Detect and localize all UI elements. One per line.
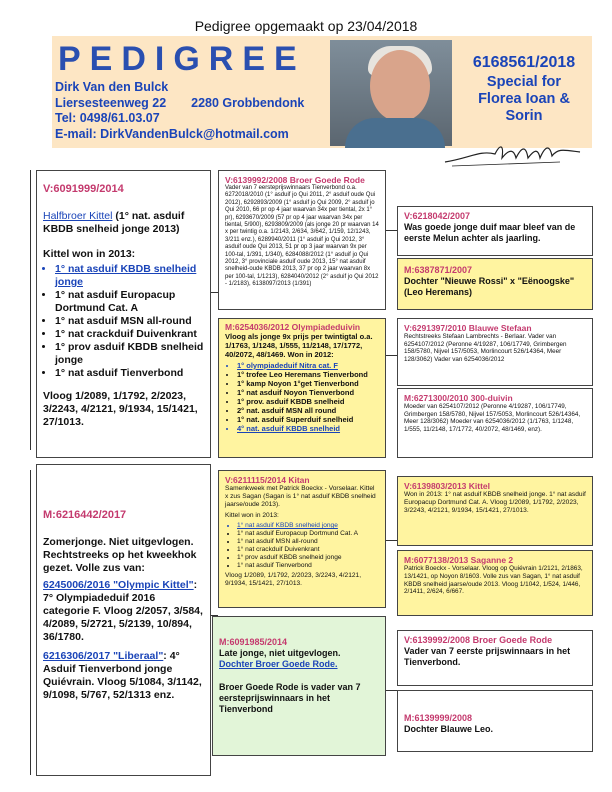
- father-flights: Vloog 1/2089, 1/1792, 2/2023, 3/2243, 4/2121, 9/1934, 15/1421, 27/1013.: [43, 390, 198, 428]
- ffm-ring: M:6387871/2007: [404, 265, 473, 275]
- list-item: • 1° nat asduif MSN all-round: [237, 538, 379, 546]
- mmm-text: Dochter Blauwe Leo.: [404, 724, 494, 734]
- list-item: • 1° olympiadeduif Nitra cat. F: [237, 361, 379, 370]
- mmm-box: [397, 690, 593, 752]
- ring-line-3: Florea Ioan &: [478, 91, 570, 107]
- mother-sibling-1-text: : 7° Olympiadeduif 2016 categorie F. Vloog 2/2057, 3/584, 4/2089, 5/2721, 5/2139, 10/894, 36/1780.: [43, 579, 203, 643]
- father-intro-text: (1° nat. asduif KBDB snelheid jonge 2013): [43, 210, 185, 235]
- connector-line: [385, 355, 397, 356]
- owner-tel: Tel: 0498/61.03.07: [55, 111, 160, 125]
- fm-box: [218, 318, 386, 458]
- ffm-box: [397, 258, 593, 310]
- fm-ring: M:6254036/2012 Olympiadeduivin: [225, 322, 361, 332]
- ff-box: [218, 170, 386, 310]
- fmm-text: Moeder van 6254107/2012 (Peronne 4/19287, 106/17749, Grimbergen 158/5780, Nijvel 157/5053, Morlincourt 526/14364, Meer 128/3062) Moeder van 6254036/2012 (1/1763, 1/1248, 1/555, 11/2148, 17/1772, 40/2072, 48/1469, enz).: [404, 403, 581, 433]
- mf-flights: Vloog 1/2089, 1/1792, 2/2023, 3/2243, 4/2121, 9/1934, 15/1421, 27/1013.: [225, 572, 362, 587]
- fm-results: [225, 361, 379, 433]
- owner-photo-shirt: [345, 118, 445, 148]
- fmm-box: [397, 388, 593, 458]
- brand-title: PEDIGREE: [58, 40, 306, 78]
- owner-photo-face: [370, 50, 430, 122]
- list-item: • 1° prov asduif KBDB snelheid jonge: [55, 341, 204, 367]
- mm-ring: M:6091985/2014: [219, 637, 288, 647]
- mf-ring: V:6211115/2014 Kitan: [225, 475, 310, 485]
- father-won-title: Kittel won in 2013:: [43, 248, 136, 260]
- mm-text-2: Broer Goede Rode is vader van 7 eersteprijswinnaars in het Tienverbond: [219, 682, 361, 714]
- connector-line: [30, 470, 31, 775]
- father-results: [43, 263, 204, 380]
- mother-ring: M:6216442/2017: [43, 509, 127, 521]
- fmf-box: [397, 318, 593, 386]
- mother-box: [36, 464, 211, 776]
- connector-line: [385, 690, 397, 691]
- owner-address: Liersesteenweg 22: [55, 95, 167, 110]
- ring-number: 6168561/2018: [472, 54, 576, 71]
- list-item: • 2° nat. asduif MSN all round: [237, 406, 379, 415]
- connector-line: [385, 540, 397, 541]
- ff-ring: V:6139992/2008 Broer Goede Rode: [225, 175, 365, 185]
- list-item: • 1° nat asduif Noyon Tienverbond: [237, 388, 379, 397]
- mm-text-1: Late jonge, niet uitgevlogen.: [219, 648, 341, 658]
- ff-text: Vader van 7 eersteprijswinnaars Tienverbond o.a. 6272018/2010 (1° asduif jo Qui 2011, 2° asduif oude Qui 2012), 6292893/2009 (1° asduif jo Qui 2009, 2° asduif jo Qui 2010, 66 pr op 4 jaar waarvan 34x per tiental, 2x 1° pr), 6293670/2009 (57 pr op 4 jaar waarvan 34x per tiental, 5/900), 6293809/2009 (als jonge 20 pr waarvan 14 x per twintig o.a. 1/2143, 2/634, 3/642, 1/159, 12/1243, 3/211 enz.), 6289940/2011 (1° asduif jo Qui 2012, 3° asduif oude Qui 2013, 51 pr op 3 jaar waarvan 9x per 100-tal, 1/391, 1/340), 6284088/2012 (1° asduif jo Qui 2012, 3° provinciale asduif oude 2013, 15° nat asduif snelheid-oude KBDB 2013, 37 pr op 2 jaar waarvan 8x per 100-tal, 1/1213), 6284040/2012 (2° asduif jo Qui 2012 - 1/2183), 6138097/2013 (1/391): [225, 185, 379, 288]
- mmf-box: [397, 630, 593, 686]
- mf-box: [218, 470, 386, 608]
- mm-box: [212, 616, 386, 756]
- list-item: • 1° nat asduif Tienverbond: [55, 367, 204, 380]
- connector-line: [210, 292, 218, 293]
- page-title: Pedigree opgemaakt op 23/04/2018: [194, 18, 418, 34]
- ring-line-2: Special for: [486, 74, 562, 90]
- list-item: • 1° nat crackduif Duivenkrant: [55, 328, 204, 341]
- mf-intro: Samenkweek met Patrick Boeckx - Vorselaar. Kittel x zus Sagan (Sagan is 1° nat asduif KBDB snelheid jaarse/oude 2013).: [225, 485, 376, 508]
- owner-city: 2280 Grobbendonk: [191, 95, 305, 110]
- owner-email[interactable]: E-mail: DirkVandenBulck@hotmail.com: [55, 126, 289, 141]
- mother-sibling-2-text: : 4° Asduif Tienverbond jonge Quiévrain. Vloog 5/1084, 3/1142, 9/1098, 5/767, 52/1313 enz.: [43, 650, 202, 701]
- list-item: • 1° nat asduif KBDB snelheid jonge: [237, 522, 379, 530]
- father-intro: [43, 210, 204, 236]
- mfm-box: [397, 550, 593, 616]
- fmf-text: Rechtstreeks Stefaan Lambrechts - Berlaar. Vader van 6254107/2012 (Peronne 4/19287, 106/17749, Grimbergen 158/5780, Nijvel 157/5053, Morlincourt 526/14364, Meer 128/3062) Vader van 6254036/2012: [404, 333, 567, 363]
- list-item: • 1° nat. asduif Superduif snelheid: [237, 415, 379, 424]
- list-item: • 1° nat asduif Tienverbond: [237, 562, 379, 570]
- father-intro-link[interactable]: Halfbroer Kittel: [43, 210, 113, 222]
- mff-text: Won in 2013: 1° nat asduif KBDB snelheid jonge. 1° nat asduif Europacup Dortmund Cat. A. Vloog 1/2089, 1/1792, 2/2023, 3/2243, 4/2121, 9/1934, 15/1421, 27/1013.: [404, 491, 586, 514]
- list-item: • 4° nat. asduif KBDB snelheid: [237, 424, 379, 433]
- mmf-ring: V:6139992/2008 Broer Goede Rode: [404, 635, 553, 645]
- fff-ring: V:6218042/2007: [404, 211, 471, 221]
- list-item: • 1° trofee Leo Heremans Tienverbond: [237, 370, 379, 379]
- fmf-ring: V:6291397/2010 Blauwe Stefaan: [404, 323, 532, 333]
- mfm-ring: M:6077138/2013 Saganne 2: [404, 555, 514, 565]
- mf-won: Kittel won in 2013:: [225, 512, 279, 519]
- mmm-ring: M:6139999/2008: [404, 713, 473, 723]
- mfm-text: Patrick Boeckx - Vorselaar. Vloog op Quiévrain 1/2121, 2/1863, 13/1421, op Noyon 8/1603. Volle zus van Sagan, 1° nat asduif KBDB snelheid jaarse/oude 2013. Vloog 1/1042, 1/524, 1/446, 2/1411, 2/624, 6/667.: [404, 565, 583, 596]
- mf-results: [225, 522, 379, 570]
- connector-line: [385, 230, 397, 231]
- fm-intro: Vloog als jonge 9x prijs per twintigtal o.a. 1/1763, 1/1248, 1/555, 11/2148, 17/1772, 40/2072, 48/1469. Won in 2012:: [225, 332, 373, 359]
- list-item: • 1° nat asduif MSN all-round: [55, 315, 204, 328]
- ring-info: [456, 54, 592, 125]
- mother-intro: Zomerjonge. Niet uitgevlogen. Rechtstreeks op het kweekhok gezet. Volle zus van:: [43, 536, 197, 574]
- connector-line: [30, 170, 31, 450]
- list-item: • 1° nat asduif Europacup Dortmund Cat. A: [55, 289, 204, 315]
- owner-info: [55, 80, 304, 142]
- mother-sibling-2: [43, 650, 204, 702]
- father-box: [36, 170, 211, 458]
- fmm-ring: M:6271300/2010 300-duivin: [404, 393, 513, 403]
- list-item: • 1° nat asduif Europacup Dortmund Cat. A: [237, 530, 379, 538]
- mother-sibling-1-ring[interactable]: 6245006/2016 "Olympic Kittel": [43, 579, 194, 591]
- fff-text: Was goede jonge duif maar bleef van de eerste Melun achter als jaarling.: [404, 222, 576, 243]
- list-item: • 1° nat crackduif Duivenkrant: [237, 546, 379, 554]
- fff-box: [397, 206, 593, 256]
- signature-image: [440, 140, 590, 170]
- mother-sibling-1: [43, 579, 204, 644]
- mmf-text: Vader van 7 eerste prijswinnaars in het Tienverbond.: [404, 646, 571, 667]
- father-ring: V:6091999/2014: [43, 183, 124, 195]
- mff-ring: V:6139803/2013 Kittel: [404, 481, 491, 491]
- owner-address-line: [55, 96, 304, 112]
- list-item: • 1° prov. asduif KBDB snelheid: [237, 397, 379, 406]
- list-item: • 1° prov asduif KBDB snelheid jonge: [237, 554, 379, 562]
- mff-box: [397, 476, 593, 546]
- owner-name: Dirk Van den Bulck: [55, 80, 169, 94]
- ffm-text: Dochter "Nieuwe Rossi" x "Eënoogske" (Leo Heremans): [404, 276, 575, 297]
- list-item: • 1° kamp Noyon 1°get Tienverbond: [237, 379, 379, 388]
- mother-sibling-2-ring[interactable]: 6216306/2017 "Liberaal": [43, 650, 164, 662]
- list-item: • 1° nat asduif KBDB snelheid jonge: [55, 263, 204, 289]
- ring-line-4: Sorin: [505, 108, 543, 124]
- mm-link[interactable]: Dochter Broer Goede Rode.: [219, 659, 338, 669]
